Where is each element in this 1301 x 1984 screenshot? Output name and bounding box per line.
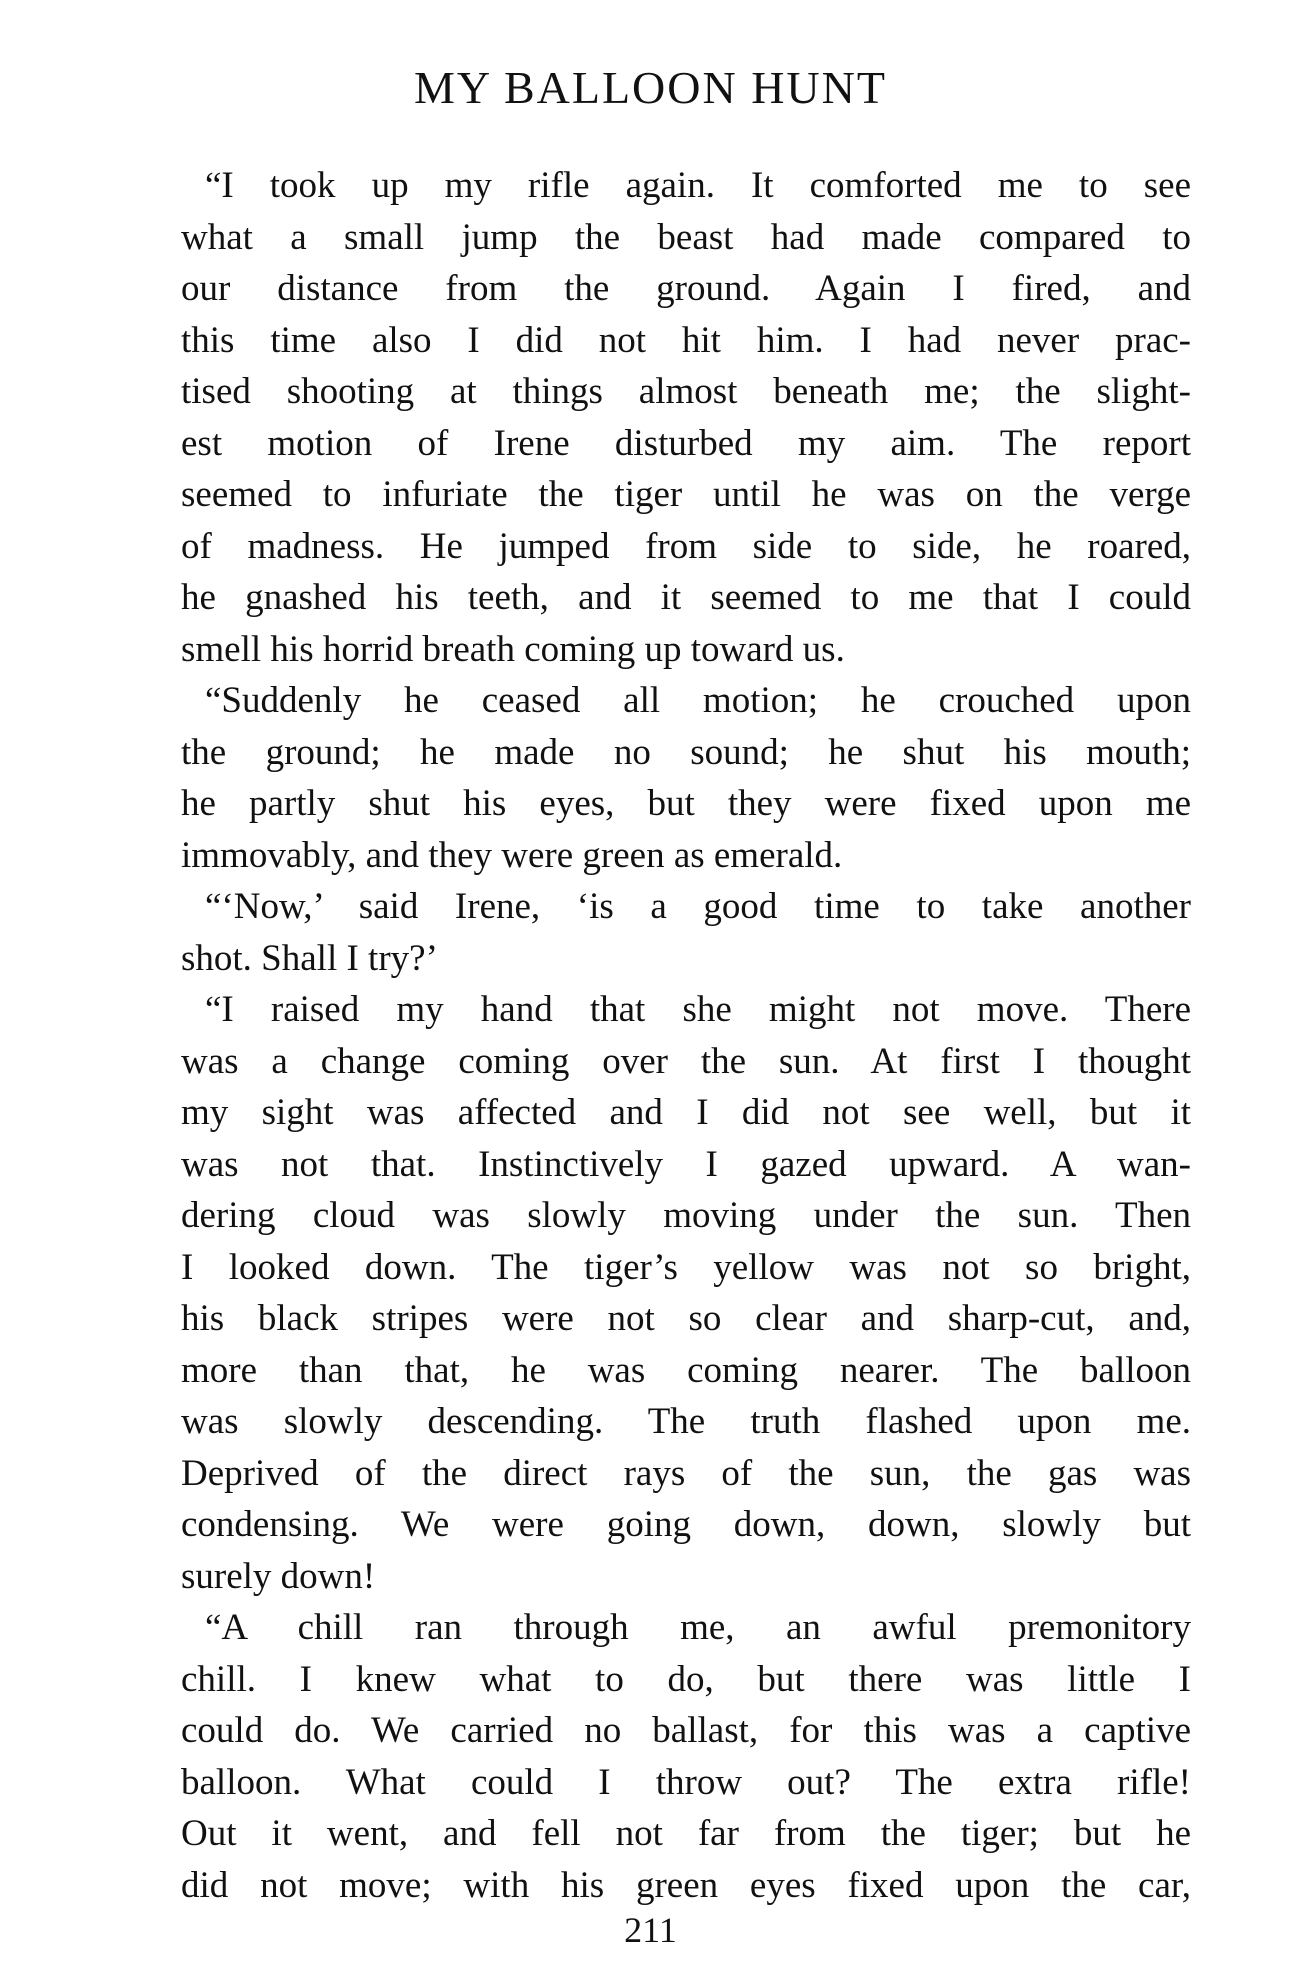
text-line: “‘Now,’ said Irene, ‘is a good time to take another (205, 886, 1191, 927)
text-line: was not that. Instinctively I gazed upward. A wan- (181, 1143, 1191, 1185)
paragraph (181, 984, 1191, 1602)
text-line: his black stripes were not so clear and sharp-cut, and, (181, 1298, 1191, 1339)
text-line: chill. I knew what to do, but there was little I (181, 1658, 1191, 1700)
text-line: my sight was affected and I did not see well, but it (181, 1092, 1191, 1133)
text-line: “I took up my rifle again. It comforted me to see (205, 165, 1191, 206)
text-line: balloon. What could I throw out? The extra rifle! (181, 1761, 1191, 1803)
page-number: 211 (624, 1910, 677, 1950)
text-line: the ground; he made no sound; he shut his mouth; (181, 731, 1191, 773)
text-line: seemed to infuriate the tiger until he was on the verge (181, 474, 1191, 515)
text-line: Deprived of the direct rays of the sun, the gas was (181, 1452, 1191, 1494)
paragraph (181, 160, 1191, 675)
text-line: did not move; with his green eyes fixed upon the car, (181, 1864, 1191, 1906)
text-line: “Suddenly he ceased all motion; he crouched upon (205, 680, 1191, 721)
text-line: smell his horrid breath coming up toward us. (181, 628, 845, 670)
text-line: was slowly descending. The truth flashed upon me. (181, 1401, 1191, 1442)
text-line: condensing. We were going down, down, slowly but (181, 1504, 1191, 1545)
text-line: est motion of Irene disturbed my aim. The report (181, 422, 1191, 464)
running-head: MY BALLOON HUNT (414, 62, 887, 113)
text-line: could do. We carried no ballast, for this was a captive (181, 1710, 1191, 1751)
text-line: of madness. He jumped from side to side, he roared, (181, 525, 1191, 567)
text-line: he gnashed his teeth, and it seemed to me that I could (181, 577, 1191, 618)
text-line: Out it went, and fell not far from the tiger; but he (181, 1813, 1191, 1854)
text-line: shot. Shall I try?’ (181, 937, 438, 979)
text-line: immovably, and they were green as emerald. (181, 834, 843, 876)
text-line: tised shooting at things almost beneath me; the slight- (181, 371, 1191, 412)
paragraph (181, 675, 1191, 881)
text-line: was a change coming over the sun. At first I thought (181, 1040, 1191, 1082)
text-line: “A chill ran through me, an awful premonitory (205, 1607, 1191, 1648)
body-text (181, 160, 1191, 1911)
text-line: our distance from the ground. Again I fired, and (181, 268, 1191, 309)
text-line: he partly shut his eyes, but they were fixed upon me (181, 783, 1191, 824)
text-line: surely down! (181, 1555, 376, 1597)
text-line: I looked down. The tiger’s yellow was not so bright, (181, 1246, 1191, 1288)
text-line: what a small jump the beast had made compared to (181, 216, 1191, 258)
paragraph (181, 881, 1191, 984)
text-line: this time also I did not hit him. I had never prac- (181, 319, 1191, 361)
paragraph (181, 1602, 1191, 1911)
text-line: “I raised my hand that she might not move. There (205, 989, 1191, 1030)
text-line: dering cloud was slowly moving under the sun. Then (181, 1195, 1191, 1236)
text-line: more than that, he was coming nearer. The balloon (181, 1349, 1191, 1391)
